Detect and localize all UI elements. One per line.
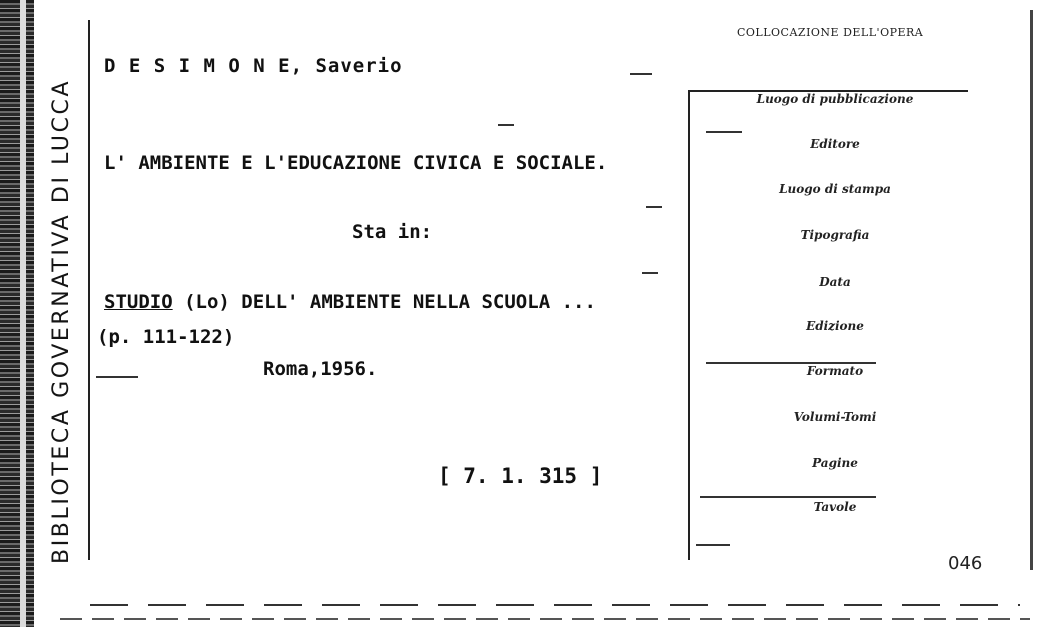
scan-mark [642,272,658,274]
field-place-of-printing: Luogo di stampa [779,182,891,196]
field-volumes: Volumi-Tomi [793,410,877,424]
scanned-card-edge [0,0,34,627]
scan-mark [706,131,742,133]
field-printer: Tipografia [800,228,870,242]
series-title [104,291,596,313]
series-rest: (Lo) DELL' AMBIENTE NELLA SCUOLA ... [172,291,596,313]
field-rule [700,496,876,498]
bottom-rule [60,618,1030,620]
series-underlined-word: STUDIO [104,291,173,313]
left-margin-rule [88,20,90,560]
field-edition: Edizione [806,319,864,333]
bottom-rule [90,604,1020,606]
field-publisher: Editore [810,137,860,151]
library-name-vertical: BIBLIOTECA GOVERNATIVA DI LUCCA [49,78,74,564]
shelfmark: [ 7. 1. 315 ] [438,464,603,488]
scan-mark [630,73,652,75]
title-line: L' AMBIENTE E L'EDUCAZIONE CIVICA E SOCIALE. [104,152,608,174]
field-rule [706,362,876,364]
field-pages: Pagine [812,456,858,470]
scan-mark [696,544,730,546]
handwritten-number: 046 [948,553,983,574]
author-line: D E S I M O N E, Saverio [104,55,403,77]
field-format: Formato [806,364,864,378]
field-date: Data [819,275,851,289]
scan-mark [96,376,138,378]
contained-in-label: Sta in: [352,221,433,243]
scan-mark [646,206,662,208]
location-header: COLLOCAZIONE DELL'OPERA [737,26,924,39]
place-year: Roma,1956. [263,358,378,380]
page-range: (p. 111-122) [97,326,235,348]
field-plates: Tavole [813,500,857,514]
right-edge [1030,10,1033,570]
field-place-of-publication: Luogo di pubblicazione [756,92,914,106]
scan-mark [498,124,514,126]
